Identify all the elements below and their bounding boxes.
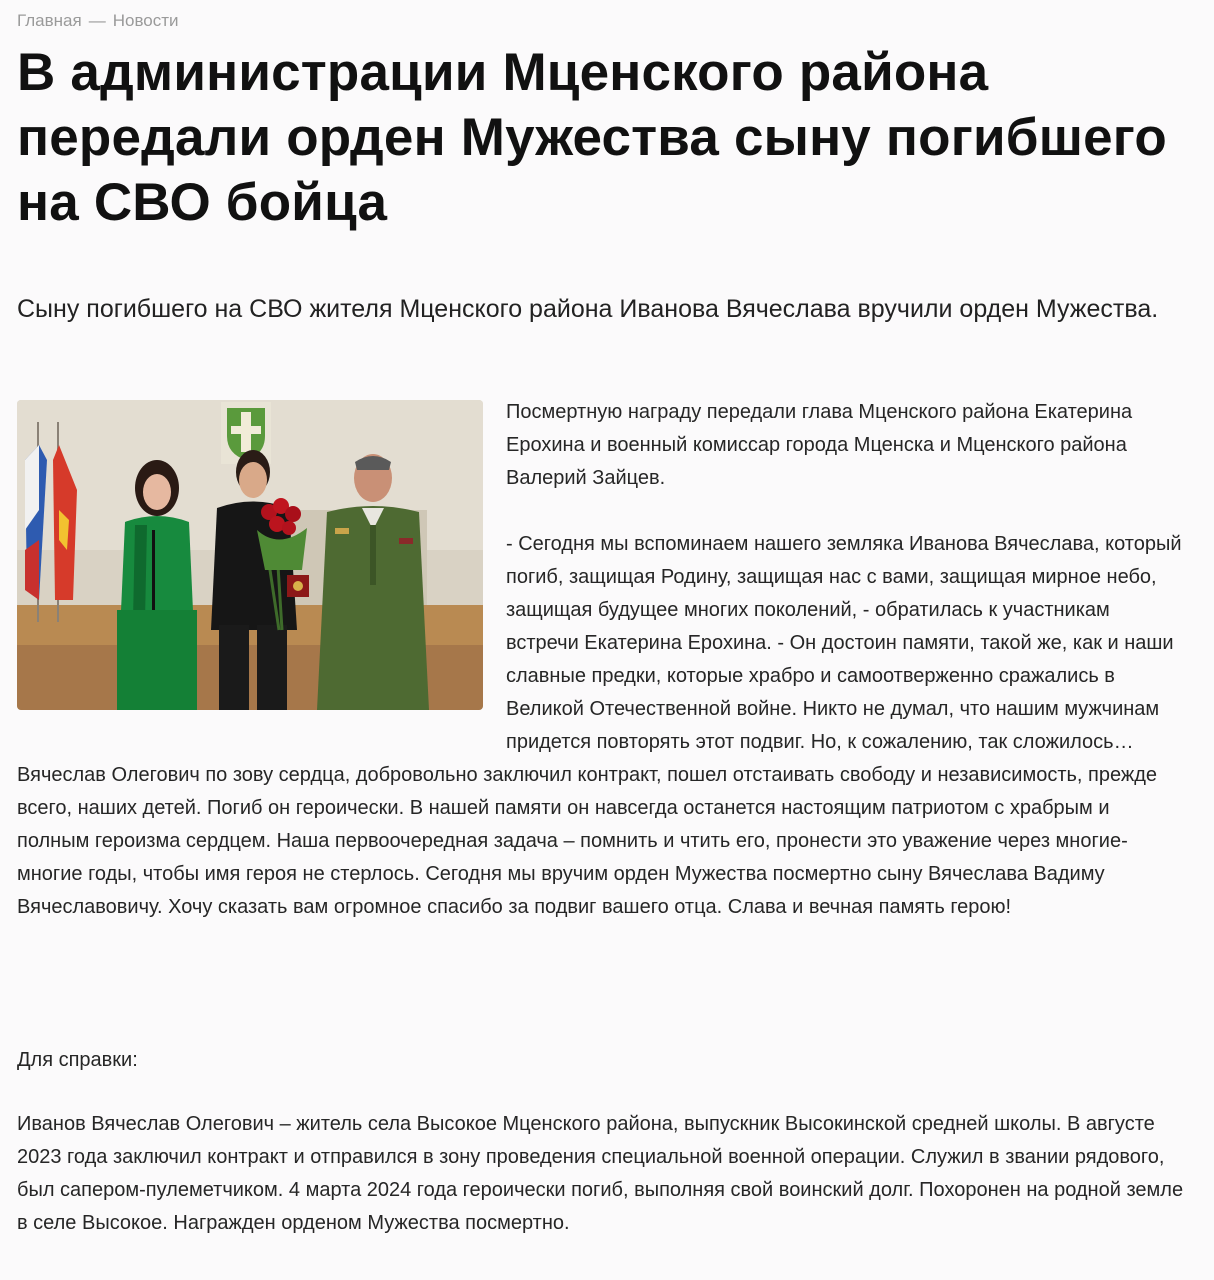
article-paragraph: - Сегодня мы вспоминаем нашего земляка Иванова Вячеслава, который погиб, защищая Родину, защищая нас с вами, защищая мирное небо, защищая будущее многих поколений, - обратилась к участникам встречи Екатерина Ерохина. - Он достоин памяти, такой же, как и наши славные предки, которые храбро и самоотверженно сражались в Великой Отечественной войне. Никто не думал, что нашим мужчинам придется повторять этот подвиг. Но, к сожалению, так сложилось… Вячеслав Олегович по зову сердца, добровольно заключил контракт, пошел отстаивать свободу и независимость, прежде всего, наших детей. Погиб он героически. В нашей памяти он навсегда останется настоящим патриотом с храбрым и полным героизма сердцем. Наша первоочередная задача – помнить и чтить его, пронести это уважение через многие-многие годы, чтобы имя героя не стерлось. Сегодня мы вручим орден Мужества посмертно сыну Вячеслава Вадиму Вячеславовичу. Хочу сказать вам огромное спасибо за подвиг вашего отца. Слава и вечная память герою! [17, 533, 1182, 918]
breadcrumb-home-link[interactable]: Главная [17, 11, 82, 30]
article-title: В администрации Мценского района передали орден Мужества сыну погибшего на СВО бойца [17, 43, 1167, 232]
reference-text: Иванов Вячеслав Олегович – житель села Высокое Мценского района, выпускник Высокинской средней школы. В августе 2023 года заключил контракт и отправился в зону проведения специальной военной операции. Служил в звании рядового, был сапером-пулеметчиком. 4 марта 2024 года героически погиб, выполняя свой воинский долг. Похоронен на родной земле в селе Высокое. Награжден орденом Мужества посмертно. [17, 1113, 1184, 1234]
article-body [17, 396, 1187, 957]
article-paragraph: Посмертную награду передали глава Мценского района Екатерина Ерохина и военный комиссар города Мценска и Мценского района Валерий Зайцев. [506, 401, 1133, 489]
breadcrumb [17, 9, 179, 33]
article-lead: Сыну погибшего на СВО жителя Мценского района Иванова Вячеслава вручили орден Мужества. [17, 295, 1159, 323]
breadcrumb-news-link[interactable]: Новости [112, 11, 179, 30]
photo-float-spacer [17, 396, 506, 742]
breadcrumb-separator: — [88, 11, 106, 30]
reference-label: Для справки: [17, 1049, 138, 1071]
